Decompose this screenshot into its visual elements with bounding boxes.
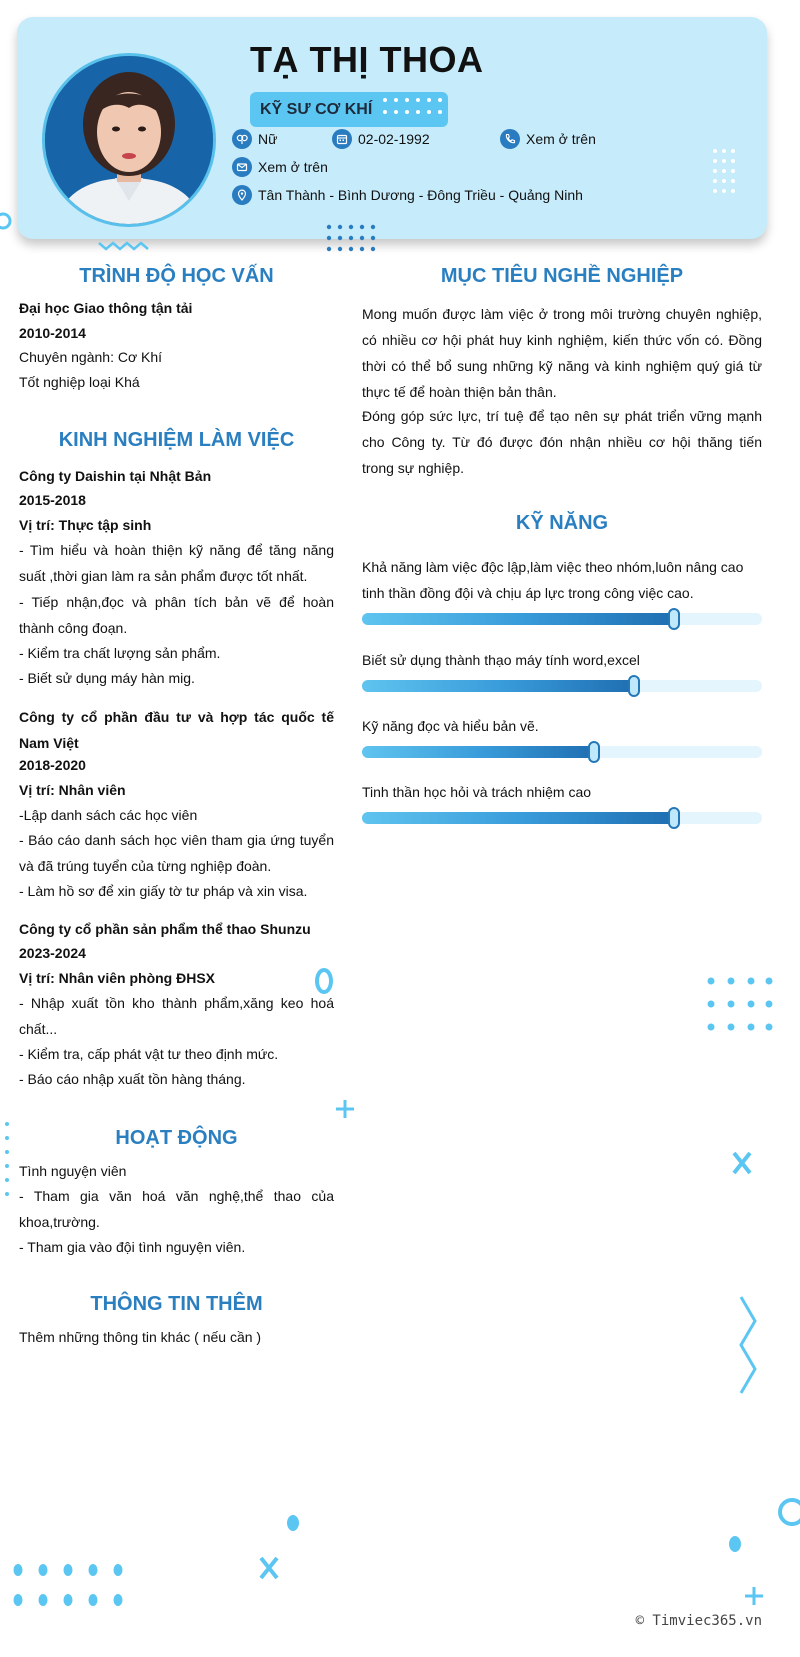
skill-bar bbox=[362, 680, 762, 692]
gender-value: Nữ bbox=[258, 131, 278, 147]
skill-label: Kỹ năng đọc và hiểu bản vẽ. bbox=[362, 718, 539, 734]
deco-ring-left bbox=[0, 210, 14, 232]
deco-ring bbox=[313, 965, 335, 997]
mail-icon bbox=[232, 157, 252, 177]
education-period: 2010-2014 bbox=[19, 325, 86, 341]
deco-drop bbox=[727, 1534, 743, 1554]
objective-paragraph: Đóng góp sức lực, trí tuệ để tạo nên sự phát triển vững mạnh cho Công ty. Từ đó được đón nhận nhiều cơ hội thăng tiến trong sự nghiệp. bbox=[362, 408, 762, 476]
education-heading: TRÌNH ĐỘ HỌC VẤN bbox=[79, 265, 274, 287]
skill-label: Tinh thần học hỏi và trách nhiệm cao bbox=[362, 784, 592, 800]
watermark: © Timviec365.vn bbox=[635, 1613, 762, 1629]
skill-label: Biết sử dụng thành thạo máy tính word,excel bbox=[362, 652, 640, 668]
x-mark-icon bbox=[258, 1555, 280, 1581]
deco-dots-vertical bbox=[2, 1120, 12, 1200]
skills-heading: KỸ NĂNG bbox=[515, 512, 609, 534]
more-info-heading: THÔNG TIN THÊM bbox=[90, 1293, 263, 1315]
education-school: Đại học Giao thông tận tải bbox=[19, 300, 193, 316]
birthday-value: 02-02-1992 bbox=[358, 131, 430, 147]
deco-drop bbox=[285, 1513, 301, 1533]
job-3-task: - Kiểm tra, cấp phát vật tư theo định mức. bbox=[19, 1046, 279, 1062]
job-title: KỸ SƯ CƠ KHÍ bbox=[260, 101, 373, 118]
education-major: Chuyên ngành: Cơ Khí bbox=[19, 349, 163, 365]
deco-dots-blue bbox=[326, 224, 384, 256]
skill-bar-knob bbox=[668, 608, 680, 630]
skill-bar-fill bbox=[362, 680, 634, 692]
education-grade: Tốt nghiệp loại Khá bbox=[19, 374, 140, 390]
job-2-task: - Làm hồ sơ để xin giấy tờ tư pháp và xin visa. bbox=[19, 883, 308, 899]
skill-bar-knob bbox=[628, 675, 640, 697]
job-1-position: Vị trí: Thực tập sinh bbox=[19, 517, 152, 533]
activities-heading: HOẠT ĐỘNG bbox=[115, 1127, 238, 1149]
plus-icon bbox=[743, 1585, 765, 1607]
activity-item: - Tham gia vào đội tình nguyện viên. bbox=[19, 1239, 246, 1255]
skill-label: Khả năng làm việc độc lập,làm việc theo nhóm,luôn nâng cao tinh thần đồng đội và chịu áp lực trong công việc cao. bbox=[362, 559, 744, 601]
address-value: Tân Thành - Bình Dương - Đông Triều - Quảng Ninh bbox=[258, 187, 583, 203]
job-2-task: -Lập danh sách các học viên bbox=[19, 807, 198, 823]
experience-heading: KINH NGHIỆM LÀM VIỆC bbox=[58, 429, 295, 451]
email-info bbox=[232, 157, 328, 177]
phone-info bbox=[500, 129, 596, 149]
deco-zigzag-top bbox=[98, 240, 150, 252]
candidate-name: TẠ THỊ THOA bbox=[250, 39, 484, 80]
deco-ring-right bbox=[770, 1494, 800, 1530]
location-icon bbox=[232, 185, 252, 205]
deco-dots-right bbox=[705, 975, 773, 1035]
deco-zigzag-vertical bbox=[737, 1295, 759, 1395]
phone-value: Xem ở trên bbox=[526, 131, 596, 147]
job-3-task: - Báo cáo nhập xuất tồn hàng tháng. bbox=[19, 1071, 246, 1087]
profile-header bbox=[17, 17, 767, 239]
plus-icon bbox=[334, 1098, 356, 1120]
job-1-task: - Tiếp nhận,đọc và phân tích bản vẽ để hoàn thành công đoạn. bbox=[19, 594, 334, 636]
skill-bar-fill bbox=[362, 613, 674, 625]
skill-bar-knob bbox=[668, 807, 680, 829]
job-3-company: Công ty cổ phần sản phẩm thể thao Shunzu bbox=[19, 921, 311, 937]
gender-info bbox=[232, 129, 277, 149]
skill-bar bbox=[362, 746, 762, 758]
activity-item: - Tham gia văn hoá văn nghệ,thể thao của khoa,trường. bbox=[19, 1188, 334, 1230]
phone-icon bbox=[500, 129, 520, 149]
skill-bar-fill bbox=[362, 812, 674, 824]
address-info bbox=[232, 185, 583, 205]
objective-paragraph: Mong muốn được làm việc ở trong môi trường chuyên nghiệp, có nhiều cơ hội phát huy kinh nghiệm, kiến thức vốn có. Đồng thời có thể bổ sung những kỹ năng và kinh nghiệm quý giá từ thực tế để hoàn thiện bản thân. bbox=[362, 306, 762, 400]
job-1-period: 2015-2018 bbox=[19, 492, 86, 508]
job-2-position: Vị trí: Nhân viên bbox=[19, 782, 126, 798]
calendar-icon bbox=[332, 129, 352, 149]
avatar bbox=[42, 53, 216, 227]
activity-item: Tình nguyện viên bbox=[19, 1163, 127, 1179]
job-title-badge bbox=[250, 92, 448, 127]
job-3-period: 2023-2024 bbox=[19, 945, 86, 961]
more-info-text: Thêm những thông tin khác ( nếu cần ) bbox=[19, 1329, 262, 1345]
job-1-task: - Kiểm tra chất lượng sản phẩm. bbox=[19, 645, 221, 661]
gender-icon bbox=[232, 129, 252, 149]
job-1-task: - Tìm hiểu và hoàn thiện kỹ năng để tăng năng suất ,thời gian làm ra sản phẩm được tốt nhất. bbox=[19, 542, 334, 584]
job-2-company: Công ty cổ phần đầu tư và hợp tác quốc tế Nam Việt bbox=[19, 709, 334, 751]
job-3-task: - Nhập xuất tồn kho thành phẩm,xăng keo hoá chất... bbox=[19, 995, 334, 1037]
job-1-task: - Biết sử dụng máy hàn mig. bbox=[19, 670, 195, 686]
birthday-info bbox=[332, 129, 430, 149]
skill-bar-fill bbox=[362, 746, 594, 758]
skill-bar bbox=[362, 613, 762, 625]
job-3-position: Vị trí: Nhân viên phòng ĐHSX bbox=[19, 970, 216, 986]
job-1-company: Công ty Daishin tại Nhật Bản bbox=[19, 468, 212, 484]
job-2-period: 2018-2020 bbox=[19, 757, 86, 773]
skill-bar-knob bbox=[588, 741, 600, 763]
skill-bar bbox=[362, 812, 762, 824]
objective-heading: MỤC TIÊU NGHỀ NGHIỆP bbox=[440, 265, 684, 287]
email-value: Xem ở trên bbox=[258, 159, 328, 175]
job-2-task: - Báo cáo danh sách học viên tham gia ứng tuyển và đã trúng tuyển của từng nghiệp đoàn. bbox=[19, 832, 334, 874]
deco-dots-bottom bbox=[10, 1560, 130, 1608]
x-mark-icon bbox=[731, 1150, 753, 1176]
